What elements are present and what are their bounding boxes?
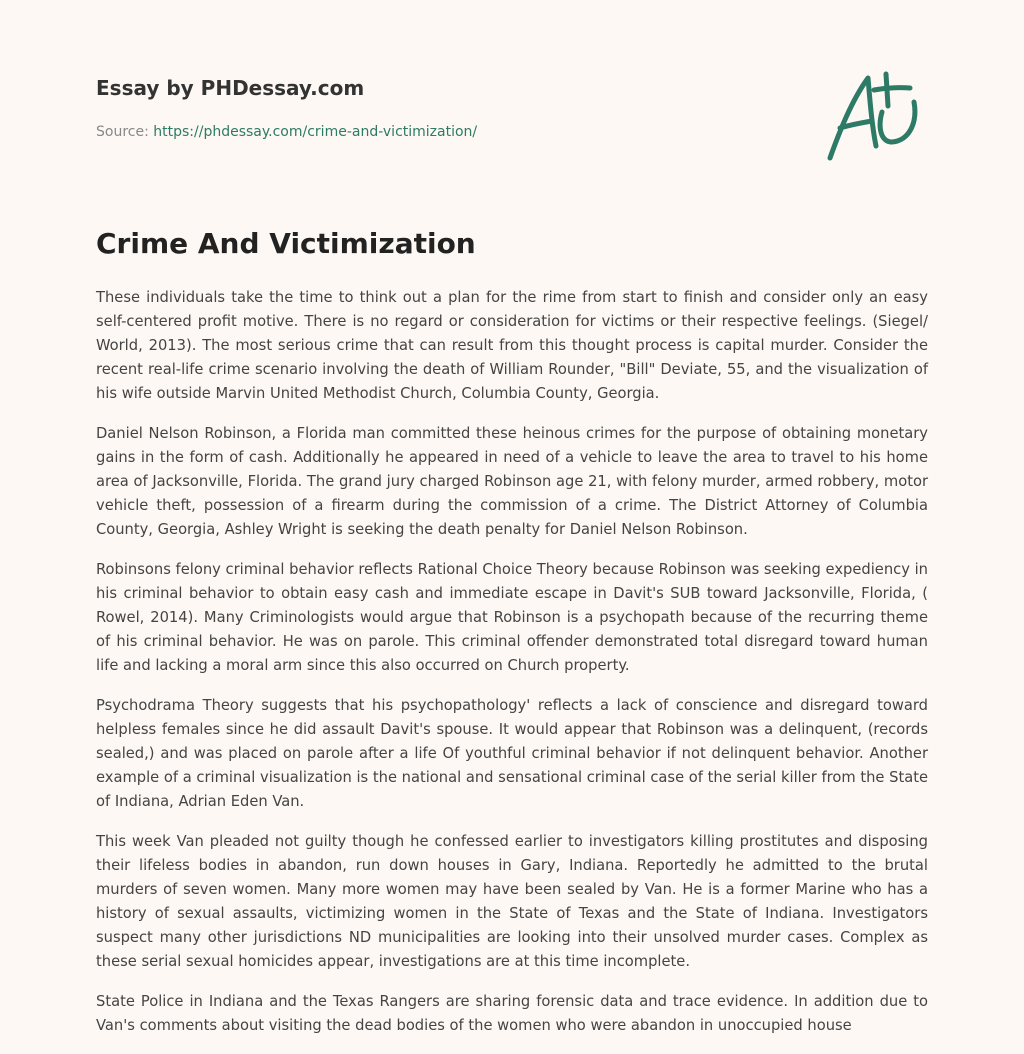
source-link[interactable]: https://phdessay.com/crime-and-victimization/: [153, 124, 478, 140]
paragraph: This week Van pleaded not guilty though he confessed earlier to investigators killing prostitutes and disposing their lifeless bodies in abandon, run down houses in Gary, Indiana. Reportedly he admitted to the brutal murders of seven women. Many more women may have been sealed by Van. He is a former Marine who has a history of sexual assaults, victimizing women in the State of Texas and the State of Indiana. Investigators suspect many other jurisdictions ND municipalities are looking into their unsolved murder cases. Complex as these serial sexual homicides appear, investigations are at this time incomplete.: [96, 833, 928, 970]
paragraph: Robinsons felony criminal behavior reflects Rational Choice Theory because Robinson was seeking expediency in his criminal behavior to obtain easy cash and immediate escape in Davit's SUB toward Jacksonville, Florida, ( Rowel, 2014). Many Criminologists would argue that Robinson is a psychopath because of the recurring theme of his criminal behavior. He was on parole. This criminal offender demonstrated total disregard toward human life and lacking a moral arm since this also occurred on Church property.: [96, 561, 928, 674]
paragraph: Daniel Nelson Robinson, a Florida man committed these heinous crimes for the purpose of obtaining monetary gains in the form of cash. Additionally he appeared in need of a vehicle to leave the area to travel to his home area of Jacksonville, Florida. The grand jury charged Robinson age 21, with felony murder, armed robbery, motor vehicle theft, possession of a firearm during the commission of a crime. The District Attorney of Columbia County, Georgia, Ashley Wright is seeking the death penalty for Daniel Nelson Robinson.: [96, 425, 928, 538]
paragraph: These individuals take the time to think out a plan for the rime from start to finish and consider only an easy self-centered profit motive. There is no regard or consideration for victims or their respective feelings. (Siegel/ World, 2013). The most serious crime that can result from this thought process is capital murder. Consider the recent real-life crime scenario involving the death of William Rounder, "Bill" Deviate, 55, and the visualization of his wife outside Marvin United Methodist Church, Columbia County, Georgia.: [96, 289, 928, 402]
essay-title: Crime And Victimization: [96, 227, 476, 260]
paragraph: Psychodrama Theory suggests that his psychopathology' reflects a lack of conscience and disregard toward helpless females since he did assault Davit's spouse. It would appear that Robinson was a delinquent, (records sealed,) and was placed on parole after a life Of youthful criminal behavior if not delinquent behavior. Another example of a criminal visualization is the national and sensational criminal case of the serial killer from the State of Indiana, Adrian Eden Van.: [96, 697, 928, 810]
a-plus-logo: [824, 68, 928, 164]
source-label: Source:: [96, 124, 149, 140]
essay-body: [96, 286, 928, 1054]
paragraph: State Police in Indiana and the Texas Rangers are sharing forensic data and trace evidence. In addition due to Van's comments about visiting the dead bodies of the women who were abandon in unoccupied house: [96, 993, 928, 1034]
site-brand: Essay by PHDessay.com: [96, 76, 365, 100]
source-line: [96, 124, 477, 140]
